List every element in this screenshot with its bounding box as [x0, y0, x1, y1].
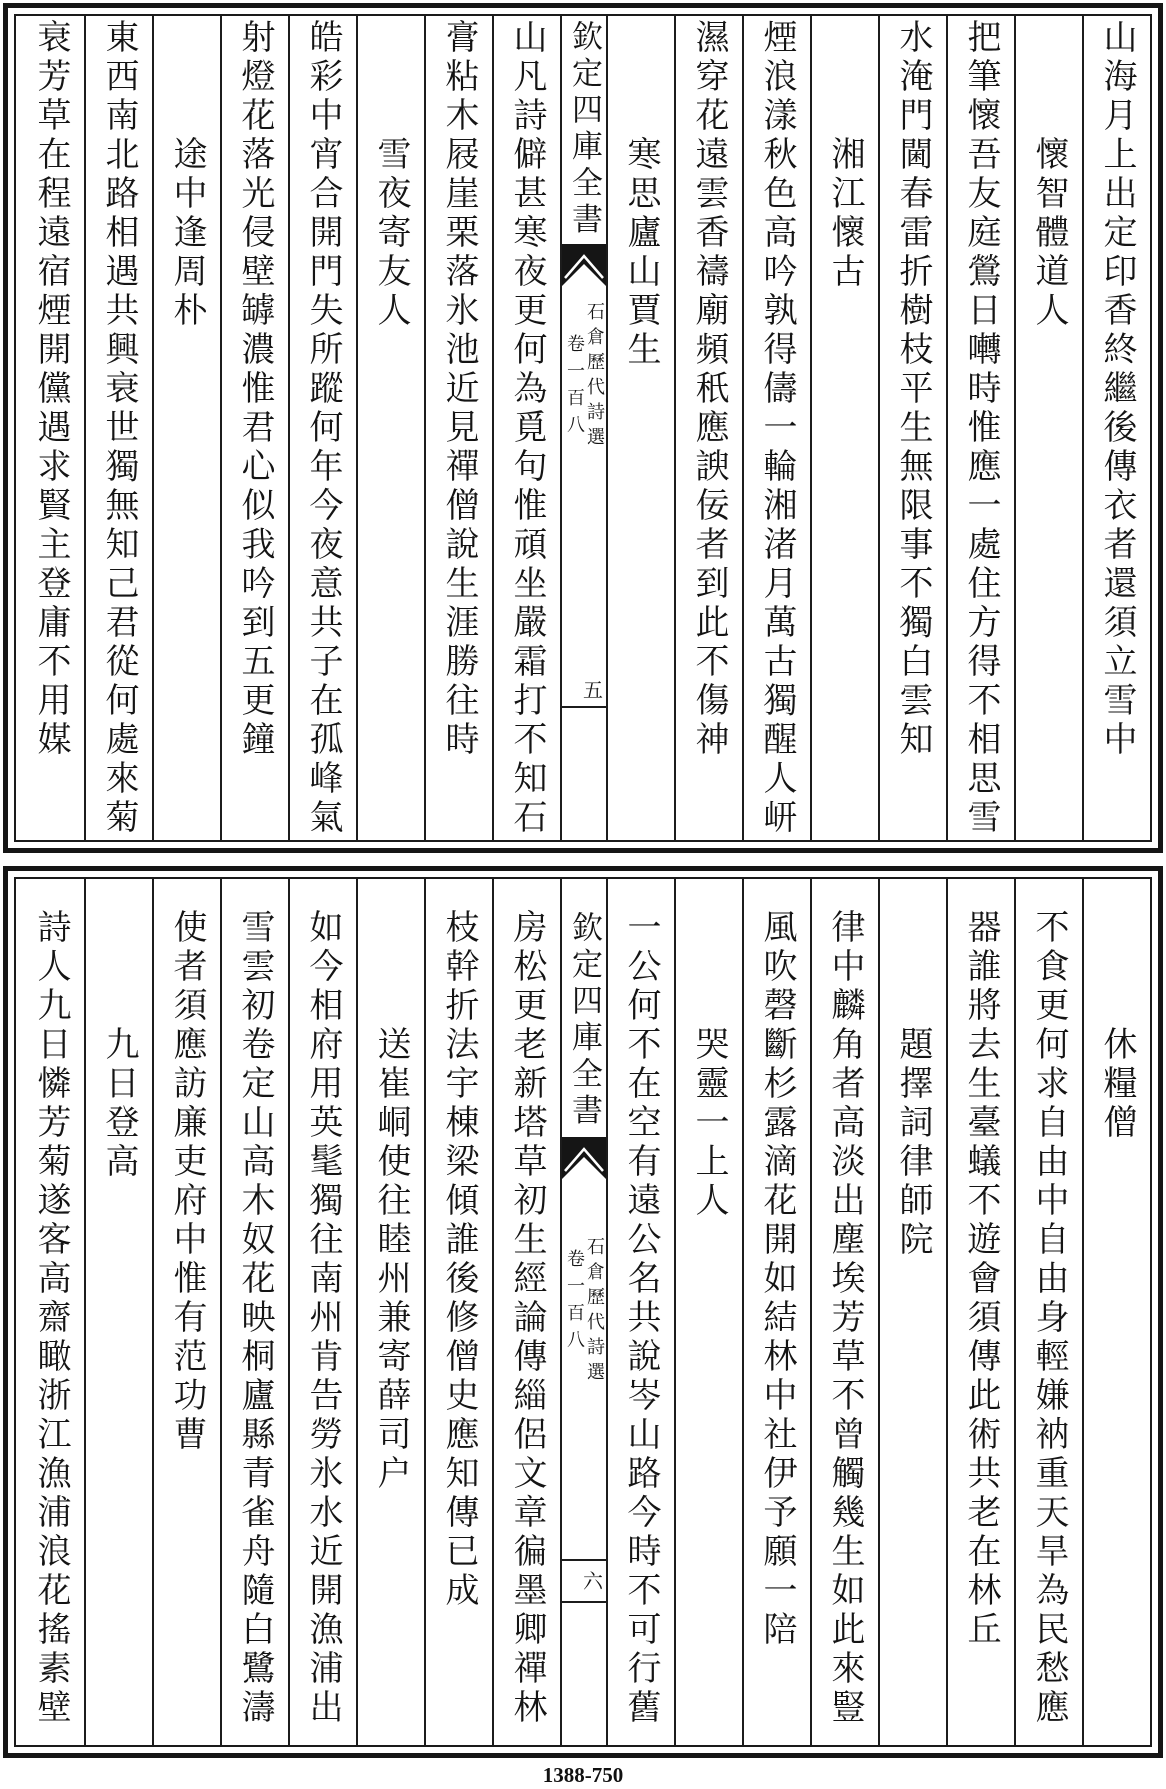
poem-title: 哭靈一上人 [674, 879, 742, 1745]
lower-page-body [14, 877, 1152, 1747]
verse-column: 枝幹折法宇棟梁傾誰後修僧史應知傳已成 [424, 879, 492, 1745]
verse-column: 水淹門閫春雷折樹枝平生無限事不獨白雲知 [878, 16, 946, 840]
verse-column: 如今相府用英髦獨往南州肯告勞氷水近開漁浦出 [288, 879, 356, 1745]
verse-column: 風吹磬斷杉露滴花開如結林中社伊予願一陪 [742, 879, 810, 1745]
verse-column: 律中麟角者高淡出塵埃芳草不曾觸幾生如此來豎 [810, 879, 878, 1745]
verse-column: 衰芳草在程遠宿煙開儻遇求賢主登庸不用媒 [31, 19, 71, 760]
spine-rule-line [562, 1559, 606, 1561]
verse-column: 東西南北路相遇共興衰世獨無知己君從何處來菊 [84, 16, 152, 840]
verse-column: 射燈花落光侵壁罅濃惟君心似我吟到五更鐘 [220, 16, 288, 840]
spine-book-title: 石倉歷代詩選 [584, 1237, 605, 1387]
verse-column: 不食更何求自由中自由身輕嫌衲重天旱為民愁應 [1014, 879, 1082, 1745]
poem-title: 九日登高 [84, 879, 152, 1745]
poem-title: 途中逢周朴 [152, 16, 220, 840]
verse-column: 一公何不在空有遠公名共說岑山路今時不可行舊 [606, 879, 674, 1745]
fishtail-mark [562, 1137, 606, 1181]
spine-rule-line [562, 706, 606, 708]
spine-volume: 卷一百八 [564, 1249, 585, 1357]
verse-column: 皓彩中宵合開門失所蹤何年今夜意共子在孤峰氣 [288, 16, 356, 840]
poem-title: 送崔峒使往睦州兼寄薛司户 [356, 879, 424, 1745]
verse-column: 山凡詩僻甚寒夜更何為覓句惟頑坐嚴霜打不知石 [492, 16, 560, 840]
upper-page-frame [3, 3, 1163, 853]
verse-column: 山海月上出定印香終繼後傳衣者還須立雪中 [1082, 16, 1150, 840]
poem-title: 懷智體道人 [1014, 16, 1082, 840]
spine-collection-title: 欽定四庫全書 [566, 911, 602, 1130]
poem-title: 休糧僧 [1082, 879, 1150, 1745]
poem-title: 寒思廬山賈生 [606, 16, 674, 840]
verse-column: 把筆懷吾友庭鶯日囀時惟應一處住方得不相思雪 [946, 16, 1014, 840]
verse-column: 濕穿花遠雲香禱廟頻秖應諛佞者到此不傷神 [674, 16, 742, 840]
verse-column: 膏粘木屐崖栗落氷池近見禪僧說生涯勝往時 [424, 16, 492, 840]
center-spine [560, 16, 606, 840]
spine-leaf-number: 六 [583, 1569, 603, 1593]
poem-title: 湘江懷古 [810, 16, 878, 840]
verse-column: 煙浪漾秋色高吟孰得儔一輪湘渚月萬古獨醒人岍 [742, 16, 810, 840]
center-spine [560, 879, 606, 1745]
verse-column: 房松更老新塔草初生經論傳緇侶文章徧墨卿禪林 [492, 879, 560, 1745]
spine-leaf-number: 五 [583, 678, 603, 702]
spine-book-title: 石倉歷代詩選 [584, 302, 605, 452]
spine-rule-line [562, 1601, 606, 1603]
verse-column: 雪雲初卷定山高木奴花映桐廬縣青雀舟隨白鷺濤 [220, 879, 288, 1745]
verse-column: 器誰將去生臺蟻不遊會須傳此術共老在林丘 [946, 879, 1014, 1745]
upper-page-body [14, 14, 1152, 842]
poem-title: 題擇詞律師院 [878, 879, 946, 1745]
spine-collection-title: 欽定四庫全書 [566, 20, 602, 239]
spine-volume: 卷一百八 [564, 334, 585, 442]
poem-title: 雪夜寄友人 [356, 16, 424, 840]
verse-column: 詩人九日憐芳菊遂客高齋瞰浙江漁浦浪花搖素壁 [31, 909, 71, 1728]
fishtail-mark [562, 244, 606, 288]
page-number: 1388-750 [542, 1763, 624, 1787]
lower-page-frame [3, 866, 1163, 1758]
verse-column: 使者須應訪廉吏府中惟有范功曹 [152, 879, 220, 1745]
